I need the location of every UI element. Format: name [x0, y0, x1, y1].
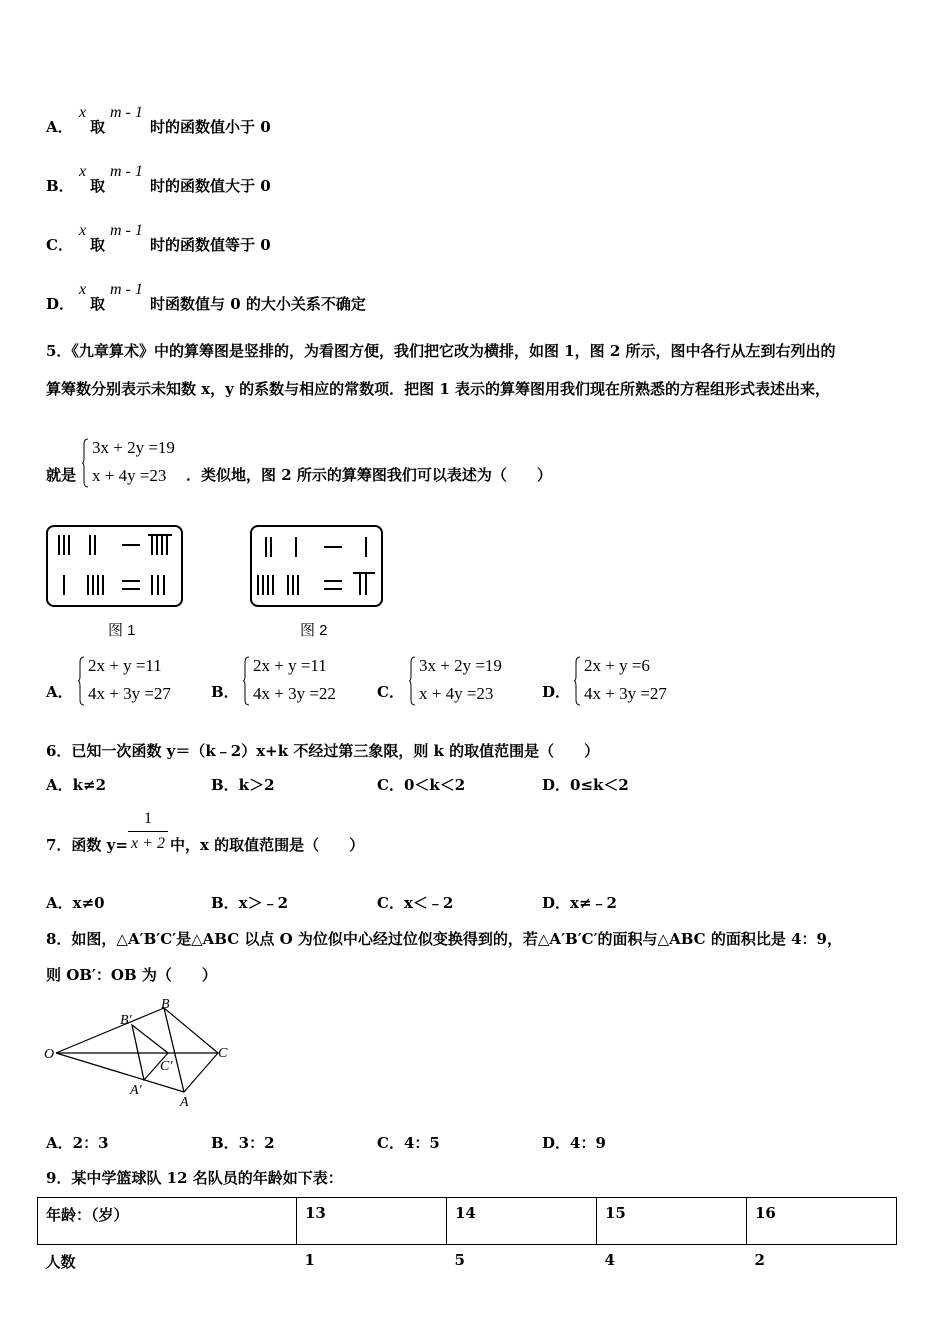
answer-option: A．2：3: [46, 1134, 109, 1152]
variable-x: x: [79, 222, 87, 239]
q5-option-system: [574, 656, 694, 710]
table-cell: 年龄：（岁）: [38, 1198, 297, 1245]
table-row: [38, 1198, 897, 1245]
equation-1: 3x + 2y =19: [419, 656, 502, 675]
q7-numerator: 1: [144, 810, 152, 827]
q5-option-system: [243, 656, 363, 710]
variable-x: x: [79, 163, 87, 180]
brace-icon: [409, 656, 416, 706]
equation-2: 4x + 3y =27: [584, 684, 667, 703]
q5-eq1: 3x + 2y =19: [92, 438, 175, 457]
expression-m-minus-1: m - 1: [110, 281, 143, 298]
fig1-rods: [59, 535, 172, 595]
answer-option: B．x＞﹣2: [211, 894, 289, 912]
equation-2: x + 4y =23: [419, 684, 494, 703]
answer-option: D．0≤k＜2: [542, 776, 629, 794]
point-C-label: C: [218, 1046, 228, 1061]
q4-option: [46, 222, 466, 252]
brace-icon: [78, 656, 85, 706]
equation-1: 2x + y =6: [584, 656, 650, 675]
point-O-label: O: [44, 1047, 55, 1062]
option-letter: C．: [46, 236, 73, 254]
brace-icon: [243, 656, 250, 706]
table-cell: 5: [447, 1245, 597, 1292]
answer-option: A．k≠2: [46, 776, 107, 794]
counting-rod-figures: [44, 523, 386, 641]
point-B1-label: B′: [120, 1013, 132, 1028]
q4-option: [46, 281, 466, 311]
option-text: 时的函数值等于 0: [150, 236, 271, 254]
point-C1-label: C′: [160, 1059, 173, 1074]
fraction-bar: [128, 831, 168, 832]
answer-option: C．0＜k＜2: [377, 776, 466, 794]
q5-option-system: [409, 656, 529, 710]
q8-stem-line2: 则 OB′：OB 为（ ）: [46, 966, 217, 984]
q4-option: [46, 163, 466, 193]
equation-2: 4x + 3y =22: [253, 684, 336, 703]
table-cell: 14: [447, 1198, 597, 1245]
table-row: [38, 1245, 897, 1292]
q5-option-letter: C．: [377, 683, 404, 701]
similarity-figure: [40, 996, 240, 1111]
expression-m-minus-1: m - 1: [110, 163, 143, 180]
table-cell: 人数: [38, 1245, 297, 1292]
answer-option: B．3：2: [211, 1134, 275, 1152]
variable-x: x: [79, 104, 87, 121]
equation-2: 4x + 3y =27: [88, 684, 171, 703]
q9-stem: 9．某中学篮球队 12 名队员的年龄如下表：: [46, 1169, 343, 1187]
point-A-label: A: [180, 1095, 189, 1110]
answer-option: B．k＞2: [211, 776, 275, 794]
q5-stem-line1: 5．《九章算术》中的算筹图是竖排的，为看图方便，我们把它改为横排，如图 1，图 2 所示，图中各行从左到右列出的: [46, 342, 836, 360]
expression-m-minus-1: m - 1: [110, 222, 143, 239]
answer-option: C．4：5: [377, 1134, 440, 1152]
equation-1: 2x + y =11: [88, 656, 162, 675]
q7-fraction: [128, 809, 168, 854]
take-word: 取: [90, 118, 106, 136]
take-word: 取: [90, 236, 106, 254]
fig2-rods: [258, 537, 375, 595]
table-cell: 4: [597, 1245, 747, 1292]
point-A1-label: A′: [130, 1083, 142, 1098]
brace-icon: [82, 438, 89, 488]
q5-option-letter: D．: [542, 683, 571, 701]
q7-denominator: x + 2: [131, 835, 165, 852]
answer-option: D．4：9: [542, 1134, 606, 1152]
q5-option-letter: B．: [211, 683, 239, 701]
table-cell: 13: [297, 1198, 447, 1245]
q6-stem: 6．已知一次函数 y＝（k﹣2）x+k 不经过第三象限，则 k 的取值范围是（ ）: [46, 742, 600, 760]
take-word: 取: [90, 177, 106, 195]
fig2-label: 图 2: [300, 622, 328, 639]
option-letter: D．: [46, 295, 75, 313]
q5-example-system: [82, 438, 192, 492]
q5-suffix: ．类似地，图 2 所示的算筹图我们可以表述为（ ）: [186, 466, 552, 484]
variable-x: x: [79, 281, 87, 298]
fig1-label: 图 1: [108, 622, 136, 639]
take-word: 取: [90, 295, 106, 313]
table-cell: 2: [747, 1245, 897, 1292]
brace-icon: [574, 656, 581, 706]
answer-option: A．x≠0: [46, 894, 105, 912]
q5-stem-line2: 算筹数分别表示未知数 x，y 的系数与相应的常数项．把图 1 表示的算筹图用我们现在所熟悉的方程组形式表述出来，: [46, 380, 830, 398]
answer-option: D．x≠﹣2: [542, 894, 617, 912]
table-cell: 1: [297, 1245, 447, 1292]
option-letter: B．: [46, 177, 74, 195]
point-B-label: B: [161, 997, 170, 1012]
q5-eq2: x + 4y =23: [92, 466, 167, 485]
expression-m-minus-1: m - 1: [110, 104, 143, 121]
option-letter: A．: [46, 118, 73, 136]
q4-option: [46, 104, 466, 134]
table-cell: 16: [747, 1198, 897, 1245]
q5-prefix: 就是: [46, 466, 77, 484]
table-cell: 15: [597, 1198, 747, 1245]
option-text: 时的函数值小于 0: [150, 118, 271, 136]
q7-suffix: 中，x 的取值范围是（ ）: [170, 836, 365, 854]
q5-option-letter: A．: [46, 683, 73, 701]
age-table: [37, 1197, 897, 1291]
q8-stem-line1: 8．如图，△A′B′C′是△ABC 以点 O 为位似中心经过位似变换得到的，若△A′B′C′的面积与△ABC 的面积比是 4：9，: [46, 930, 842, 948]
q7-prefix: 7．函数 y=: [46, 836, 128, 854]
equation-1: 2x + y =11: [253, 656, 327, 675]
option-text: 时函数值与 0 的大小关系不确定: [150, 295, 366, 313]
option-text: 时的函数值大于 0: [150, 177, 271, 195]
q5-option-system: [78, 656, 198, 710]
answer-option: C．x＜﹣2: [377, 894, 454, 912]
